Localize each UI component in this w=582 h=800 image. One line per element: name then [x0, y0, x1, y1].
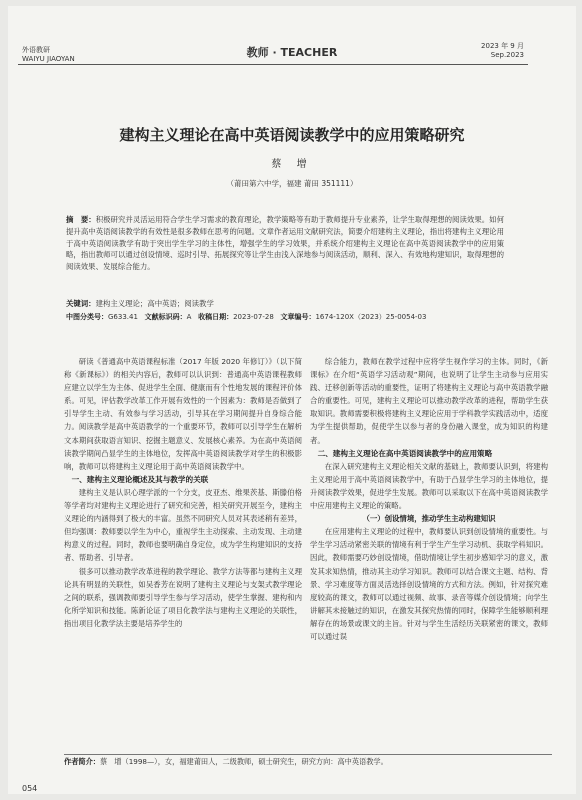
journal-page: [8, 6, 576, 794]
page-number: 054: [22, 784, 38, 793]
section-heading: 二、建构主义理论在高中英语阅读教学中的应用策略: [317, 448, 493, 458]
section-title: 教师 · TEACHER: [246, 46, 338, 59]
clc-number: G633.41: [108, 313, 138, 321]
abstract-label: 摘 要：: [66, 215, 96, 224]
issue-date-cn: 2023 年 9 月: [481, 42, 524, 50]
body-paragraph: 很多可以推动教学改革进程的教学理论、教学方法等都与建构主义理论具有明显的关联性，如吴香芳在说明了建构主义理论与支架式教学理论之间的联系，强调教师要引导学生参与学习活动，使学生掌握、建构和内化所学知识和技能。陈新论证了项目化教学法与建构主义理论的关联性，指出项目化教学法主要是培养学生的: [64, 566, 302, 628]
footer-divider: [64, 754, 552, 755]
doc-code: A: [186, 313, 192, 321]
doc-code-label: 文献标识码：: [144, 313, 187, 321]
received-date: 2023-07-28: [233, 313, 274, 321]
body-paragraph: 研读《普通高中英语课程标准（2017 年版 2020 年修订）》（以下简称《新课标》）的相关内容后，教师可以认识到：普通高中英语课程教师应建立以学生为主体、促进学生全面、健康而有个性地发展的课程评价体系。可见，评估教学改革工作开展有效性的一个因素为：教师是否做到了引导学生主动、有效参与学习活动，引导其在学习期间提升自身综合能力。阅读教学是高中英语教学的一个重要环节，教师可以引导学生在解析文本期间获取语言知识、挖掘主题意义、发展核心素养。为在高中英语阅读教学期间凸显学生的主体地位，发挥高中英语阅读教学对学生的积极影响，教师可以将建构主义理论用于高中英语阅读教学中。: [64, 357, 302, 471]
clc-label: 中图分类号：: [66, 313, 108, 321]
body-paragraph: 在应用建构主义理论的过程中，教师要认识到创设情境的重要性。与学生学习活动紧密关联的情境有利于学生产生学习动机、获取学科知识。因此，教师需要巧妙创设情境，借助情境让学生初步感知学习的意义，激发其求知热情，推动其主动学习知识。教师可以结合课文主题、结构、背景、学习难度等方面灵活选择创设情境的方式和方法。例如，针对探究难度较高的课文，教师可以通过视频、故事、录音等媒介创设情境；向学生讲解其未接触过的知识，在激发其探究热情的同时，保障学生能够顺利理解存在的场景或课文的主旨。针对与学生生活经历关联紧密的课文，教师可以通过误: [310, 527, 548, 641]
author-affiliation: （莆田第六中学，福建 莆田 351111）: [226, 179, 358, 188]
keywords-label: 关键词：: [66, 299, 96, 308]
body-column-right: [310, 355, 548, 643]
article-title: 建构主义理论在高中英语阅读教学中的应用策略研究: [119, 126, 465, 144]
journal-name-cn: 外语教研: [22, 46, 50, 54]
article-id-label: 文章编号：: [280, 313, 316, 321]
issue-date-en: Sep.2023: [490, 51, 524, 59]
section-heading: 一、建构主义理论概述及其与教学的关联: [71, 474, 209, 484]
issue-date: [481, 42, 524, 60]
header-divider: [18, 64, 528, 65]
keywords-text: 建构主义理论；高中英语；阅读教学: [95, 299, 214, 308]
journal-name-en: WAIYU JIAOYAN: [22, 55, 75, 63]
keywords: [66, 298, 504, 309]
article-meta: [66, 312, 526, 322]
body-paragraph: 建构主义是认识心理学派的一个分支，皮亚杰、维果茨基、斯滕伯格等学者均对建构主义理论进行了研究和完善，相关研究开展至今，建构主义理论的内涵得到了极大的丰富。虽然不同研究人员对其表述稍有差异，但均强调：教师要以学生为中心，重视学生主动探索、主动发现、主动建构意义的过程。同时，教师也要明确自身定位，成为学生构建知识的支持者、帮助者、引导者。: [64, 487, 302, 563]
author-bio-label: 作者简介：: [64, 757, 100, 766]
abstract-text: 积极研究并灵活运用符合学生学习需求的教育理论，教学策略等有助于教师提升专业素养，让学生取得理想的阅读效果。如何提升高中英语阅读教学的有效性是很多教师在思考的问题。文章作者运用文献研究法，简要介绍建构主义理论，指出将建构主义理论用于高中英语阅读教学有助于突出学生学习的主体性，增强学生的学习效果，并系统介绍建构主义理论在高中英语阅读教学中的应用策略，指出教师可以通过创设情境、巡时引导、拓展探究等让学生由浅入深地参与阅读活动，顺利、深入、有效地构建知识，取得理想的阅读效果、发展综合能力。: [66, 215, 504, 272]
body-column-left: [64, 355, 302, 630]
author-bio-text: 蔡 增（1998—），女，福建莆田人，二级教师，硕士研究生，研究方向：高中英语教学。: [99, 757, 388, 766]
body-paragraph: 在深入研究建构主义理论相关文献的基础上，教师要认识到，将建构主义理论用于高中英语阅读教学中，有助于凸显学生学习的主体地位，提升阅读教学效果，促进学生发展。教师可以采取以下在高中英语阅读教学中应用建构主义理论的策略。: [310, 461, 548, 511]
subsection-heading: （一）创设情境，推动学生主动构建知识: [362, 514, 496, 524]
abstract: [66, 214, 504, 273]
article-id: 1674-120X（2023）25-0054-03: [315, 313, 427, 321]
article-author: 蔡 增: [271, 159, 313, 170]
body-paragraph: 综合能力，教师在教学过程中应将学生视作学习的主体。同时，《新课标》在介绍“英语学习活动观”期间，也说明了让学生主动参与应用实践、迁移创新等活动的重要性，证明了将建构主义理论与高中英语教学融合的重要性。可见，建构主义理论可以推动教学改革的进程，帮助学生获取知识。教师需要积极将建构主义理论应用于学科教学实践活动中，适度为学生提供帮助，促使学生以参与者的身份融入课堂，成为知识的构建者。: [310, 357, 548, 445]
author-bio: [64, 757, 552, 767]
received-date-label: 收稿日期：: [198, 313, 234, 321]
